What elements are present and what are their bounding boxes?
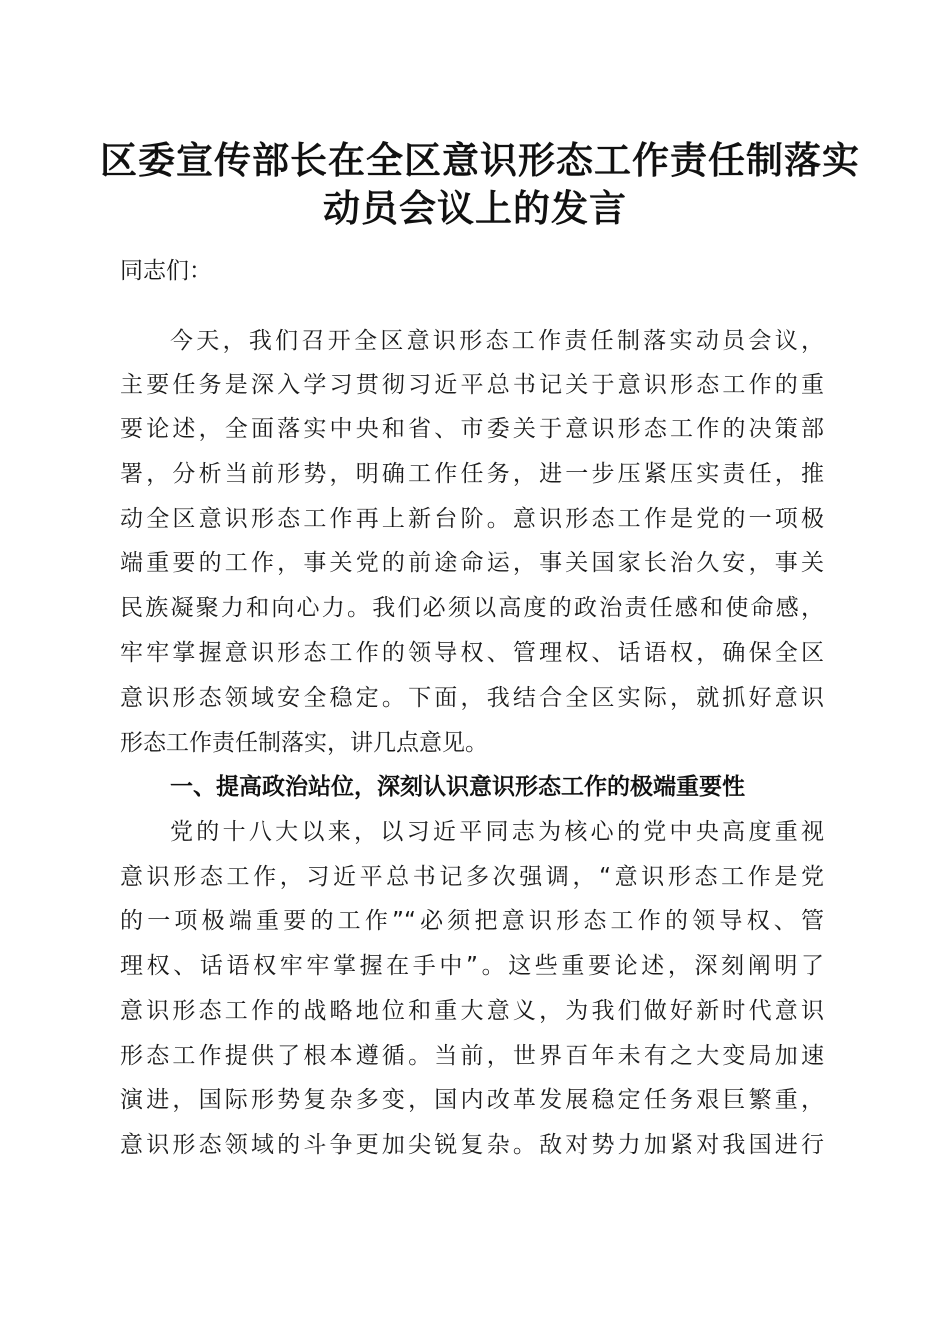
paragraph-line: 的一项极端重要的工作”“必须把意识形态工作的领导权、管 — [120, 908, 824, 934]
document-title-line-2: 动员会议上的发言 — [323, 186, 627, 230]
paragraph-line: 主要任务是深入学习贯彻习近平总书记关于意识形态工作的重 — [120, 372, 824, 398]
paragraph-line: 牢牢掌握意识形态工作的领导权、管理权、话语权，确保全区 — [120, 640, 824, 666]
paragraph-line: 党的十八大以来，以习近平同志为核心的党中央高度重视 — [170, 819, 824, 845]
paragraph-line: 民族凝聚力和向心力。我们必须以高度的政治责任感和使命感， — [120, 595, 824, 621]
salutation: 同志们： — [120, 258, 212, 284]
paragraph-line: 理权、话语权牢牢掌握在手中”。这些重要论述，深刻阐明了 — [120, 953, 824, 979]
paragraph-line: 动全区意识形态工作再上新台阶。意识形态工作是党的一项极 — [120, 506, 824, 532]
paragraph-line: 今天，我们召开全区意识形态工作责任制落实动员会议， — [170, 328, 824, 354]
paragraph-line: 意识形态工作的战略地位和重大意义，为我们做好新时代意识 — [120, 998, 824, 1024]
paragraph-line: 意识形态工作，习近平总书记多次强调，“意识形态工作是党 — [120, 864, 824, 890]
paragraph-line: 意识形态领域安全稳定。下面，我结合全区实际，就抓好意识 — [120, 685, 824, 711]
section-heading: 一、提高政治站位，深刻认识意识形态工作的极端重要性 — [170, 774, 745, 800]
paragraph-line: 形态工作提供了根本遵循。当前，世界百年未有之大变局加速 — [120, 1043, 824, 1069]
paragraph-line: 要论述，全面落实中央和省、市委关于意识形态工作的决策部 — [120, 416, 824, 442]
paragraph-line: 署，分析当前形势，明确工作任务，进一步压紧压实责任，推 — [120, 461, 824, 487]
paragraph-line: 形态工作责任制落实，讲几点意见。 — [120, 730, 488, 756]
document-title-line-1: 区委宣传部长在全区意识形态工作责任制落实 — [100, 138, 860, 182]
paragraph-line: 意识形态领域的斗争更加尖锐复杂。敌对势力加紧对我国进行 — [120, 1132, 824, 1158]
paragraph-line: 端重要的工作，事关党的前途命运，事关国家长治久安，事关 — [120, 550, 824, 576]
paragraph-line: 演进，国际形势复杂多变，国内改革发展稳定任务艰巨繁重， — [120, 1087, 824, 1113]
